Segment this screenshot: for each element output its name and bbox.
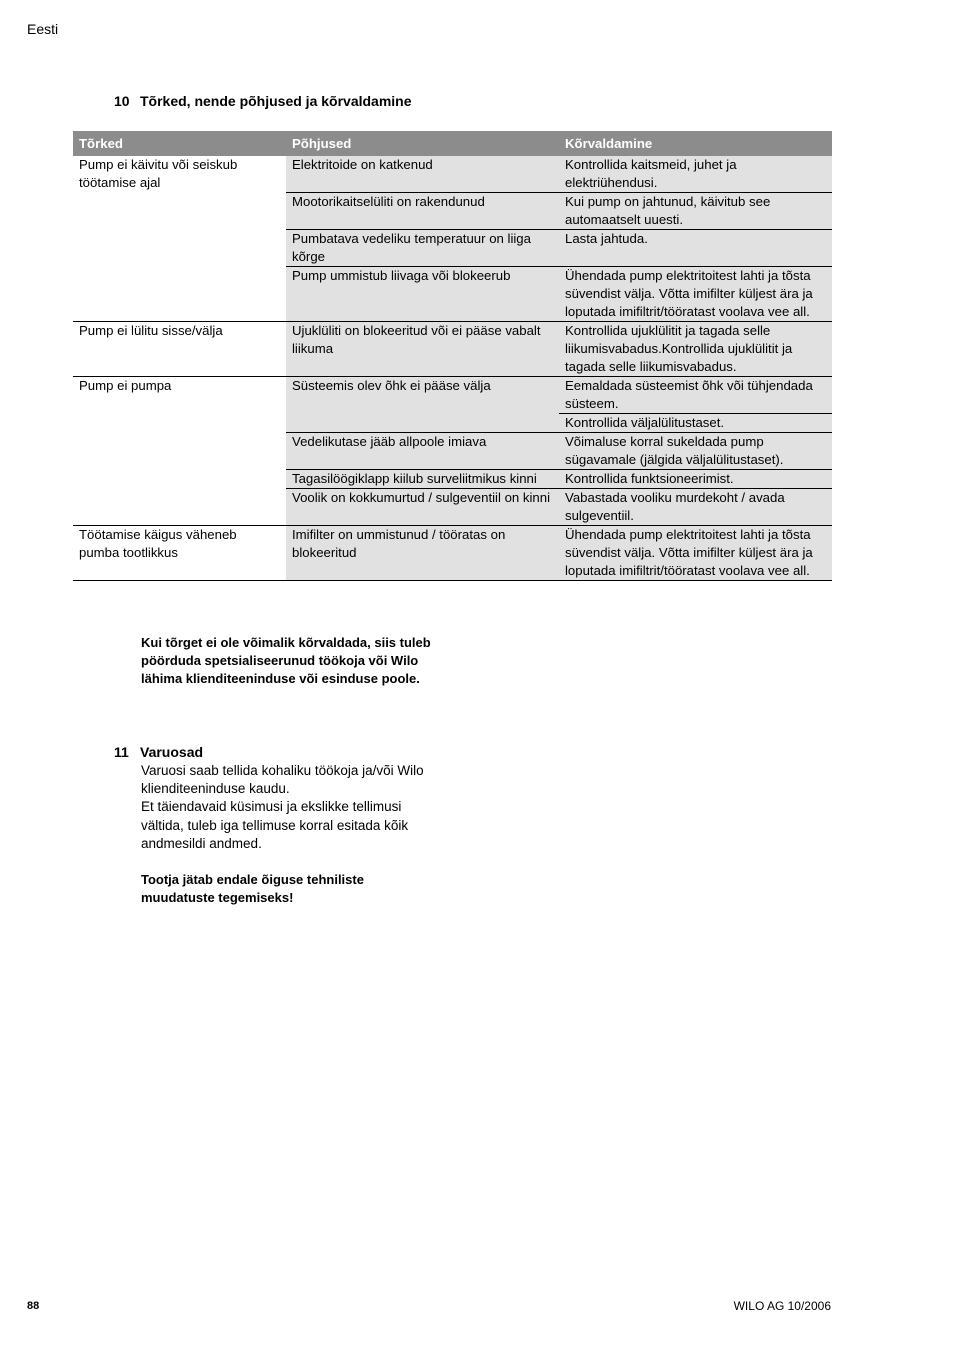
table-row xyxy=(73,156,832,193)
contact-service-note: Kui tõrget ei ole võimalik kõrvaldada, siis tuleb pöörduda spetsialiseerunud töökoja või Wilo lähima klienditeeninduse või esinduse poole. xyxy=(141,635,431,686)
section-11-heading xyxy=(114,744,203,760)
page-number: 88 xyxy=(27,1300,40,1312)
section-title: Tõrked, nende põhjused ja kõrvaldamine xyxy=(140,93,412,109)
column-header-remedies: Kõrvaldamine xyxy=(559,131,832,156)
remedy-text: Kontrollida kaitsmeid, juhet ja elektriühendusi. xyxy=(565,157,737,190)
cause-cell: Vedelikutase jääb allpoole imiava xyxy=(286,433,559,470)
spare-parts-text xyxy=(141,762,441,907)
column-header-causes: Põhjused xyxy=(286,131,559,156)
cause-cell: Mootorikaitselüliti on rakendunud xyxy=(286,193,559,230)
cause-cell: Süsteemis olev õhk ei pääse välja xyxy=(286,377,559,433)
remedy-text: Kui pump on jahtunud, käivitub see automaatselt uuesti. xyxy=(565,194,771,227)
cause-cell: Elektritoide on katkenud xyxy=(286,156,559,193)
section-title: Varuosad xyxy=(140,744,204,760)
remedy-text: Kontrollida väljalülitustaset. xyxy=(559,413,832,432)
remedy-cell xyxy=(559,193,832,230)
remedy-text: Kontrollida funktsioneerimist. xyxy=(565,471,734,486)
remedy-cell xyxy=(559,470,832,489)
cause-cell: Ujuklüliti on blokeeritud või ei pääse vabalt liikuma xyxy=(286,322,559,377)
remedy-text: Ühendada pump elektritoitest lahti ja tõsta süvendist välja. Võtta imifilter küljest ära ja loputada imifiltrit/tööratast voolava vee all. xyxy=(565,527,813,578)
remedy-text: Vabastada vooliku murdekoht / avada sulgeventiil. xyxy=(565,490,785,523)
section-number: 11 xyxy=(114,744,129,760)
section-number: 10 xyxy=(114,93,130,109)
technical-changes-notice: Tootja jätab endale õiguse tehniliste muudatuste tegemiseks! xyxy=(141,872,364,906)
fault-cell: Töötamise käigus väheneb pumba tootlikkus xyxy=(73,526,286,581)
section-10-heading xyxy=(114,93,412,109)
fault-cell: Pump ei pumpa xyxy=(73,377,286,526)
cause-cell: Voolik on kokkumurtud / sulgeventiil on kinni xyxy=(286,489,559,526)
table-row xyxy=(73,322,832,377)
remedy-cell xyxy=(559,489,832,526)
remedy-cell xyxy=(559,156,832,193)
remedy-cell xyxy=(559,267,832,322)
remedy-cell xyxy=(559,230,832,267)
spare-parts-paragraph: Varuosi saab tellida kohaliku töökoja ja/või Wilo klienditeeninduse kaudu. xyxy=(141,763,424,797)
cause-cell: Tagasilöögiklapp kiilub surveliitmikus kinni xyxy=(286,470,559,489)
publisher-info: WILO AG 10/2006 xyxy=(733,1299,831,1313)
remedy-text: Ühendada pump elektritoitest lahti ja tõsta süvendist välja. Võtta imifilter küljest ära ja loputada imifiltrit/tööratast voolava vee all. xyxy=(565,268,813,319)
cause-cell: Pumbatava vedeliku temperatuur on liiga kõrge xyxy=(286,230,559,267)
remedy-cell xyxy=(559,322,832,377)
fault-cell: Pump ei käivitu või seiskub töötamise ajal xyxy=(73,156,286,322)
remedy-text: Eemaldada süsteemist õhk või tühjendada süsteem. xyxy=(565,378,813,411)
spare-parts-paragraph: Et täiendavaid küsimusi ja ekslikke tellimusi vältida, tuleb iga tellimuse korral esitada kõik andmesildi andmed. xyxy=(141,799,409,851)
fault-cell: Pump ei lülitu sisse/välja xyxy=(73,322,286,377)
remedy-text: Lasta jahtuda. xyxy=(565,231,648,246)
table-header-row xyxy=(73,131,832,156)
troubleshooting-table xyxy=(73,131,832,581)
remedy-cell xyxy=(559,377,832,433)
remedy-text: Võimaluse korral sukeldada pump sügavamale (jälgida väljalülitustaset). xyxy=(565,434,784,467)
cause-cell: Pump ummistub liivaga või blokeerub xyxy=(286,267,559,322)
remedy-cell xyxy=(559,526,832,581)
table-row xyxy=(73,377,832,433)
table-body xyxy=(73,156,832,581)
language-label: Eesti xyxy=(27,21,59,37)
column-header-faults: Tõrked xyxy=(73,131,286,156)
remedy-cell xyxy=(559,433,832,470)
remedy-text: Kontrollida ujuklülitit ja tagada selle liikumisvabadus.Kontrollida ujuklülitit ja tagada selle liikumisvabadus. xyxy=(565,323,793,374)
table-row xyxy=(73,526,832,581)
cause-cell: Imifilter on ummistunud / tööratas on blokeeritud xyxy=(286,526,559,581)
